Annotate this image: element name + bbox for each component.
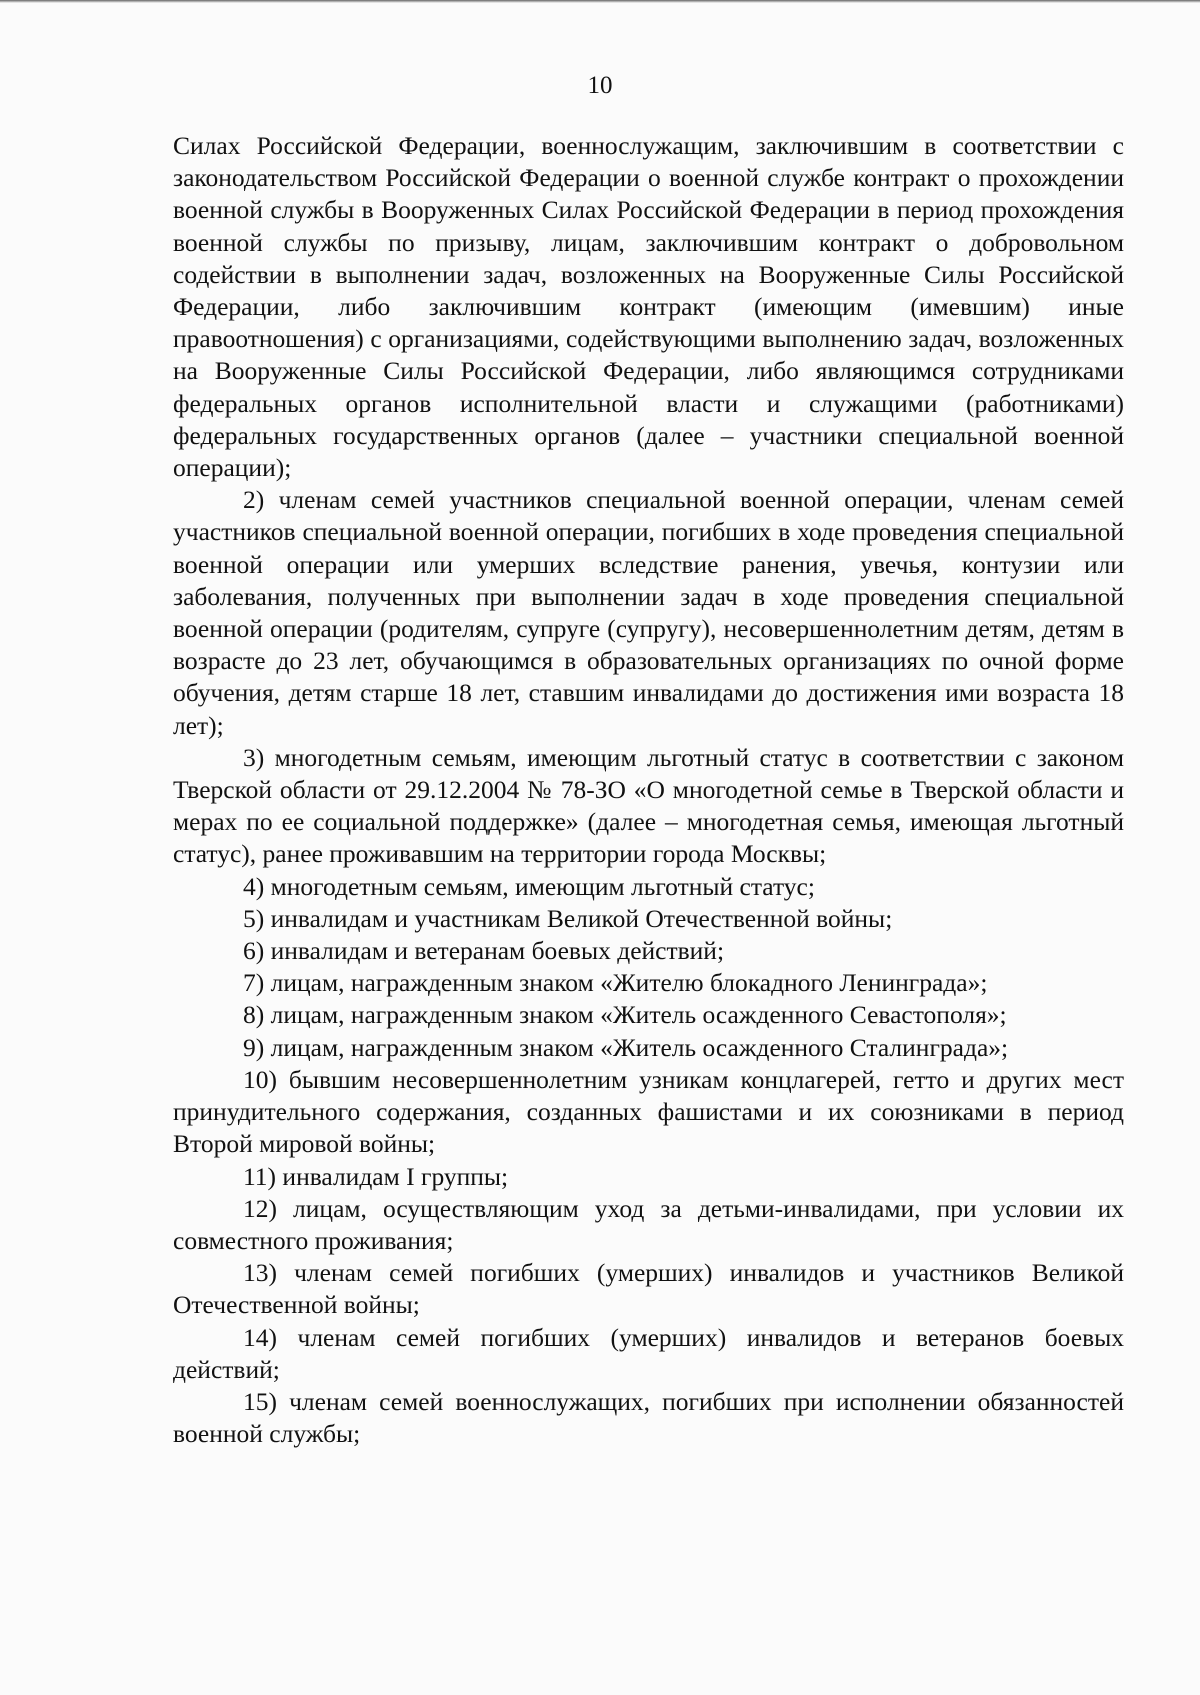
list-item-11: 11) инвалидам I группы; xyxy=(243,1161,509,1191)
list-item-5: 5) инвалидам и участникам Великой Отечественной войны; xyxy=(243,903,893,933)
document-body xyxy=(173,130,1124,1450)
list-item-7: 7) лицам, награжденным знаком «Жителю блокадного Ленинграда»; xyxy=(243,968,988,998)
scan-top-edge xyxy=(0,0,1200,3)
list-item-9: 9) лицам, награжденным знаком «Житель осажденного Сталинграда»; xyxy=(243,1032,1009,1062)
list-item-10: 10) бывшим несовершеннолетним узникам концлагерей, гетто и других мест принудительного содержания, созданных фашистами и их союзниками в период Второй мировой войны; xyxy=(173,1064,1124,1159)
list-item-12: 12) лицам, осуществляющим уход за детьми-инвалидами, при условии их совместного проживания; xyxy=(173,1193,1124,1255)
list-item-15: 15) членам семей военнослужащих, погибших при исполнении обязанностей военной службы; xyxy=(173,1386,1124,1449)
list-item-14: 14) членам семей погибших (умерших) инвалидов и ветеранов боевых действий; xyxy=(173,1322,1124,1384)
paragraph-continuation: Силах Российской Федерации, военнослужащим, заключившим в соответствии с законодательством Российской Федерации о военной службе контракт о прохождении военной службы в Вооруженных Силах Российской Федерации в период прохождения военной службы по призыву, лицам, заключившим контракт о добровольном содействии в выполнении задач, возложенных на Вооруженные Силы Российской Федерации, либо заключившим контракт (имеющим (имевшим) иные правоотношения) с организациями, содействующими выполнению задач, возложенных на Вооруженные Силы Российской Федерации, либо являющимся сотрудниками федеральных органов исполнительной власти и служащими (работниками) федеральных государственных органов (далее – участники специальной военной операции); xyxy=(173,131,1124,483)
list-item-6: 6) инвалидам и ветеранам боевых действий; xyxy=(243,936,725,966)
list-item-2: 2) членам семей участников специальной военной операции, членам семей участников специальной военной операции, погибших в ходе проведения специальной военной операции или умерших вследствие ранения, увечья, контузии или заболевания, полученных при выполнении задач в ходе проведения специальной военной операции (родителям, супруге (супругу), несовершеннолетним детям, детям в возрасте до 23 лет, обучающимся в образовательных организациях по очной форме обучения, детям старше 18 лет, ставшим инвалидами до достижения ими возраста 18 лет); xyxy=(173,485,1124,740)
page-number: 10 xyxy=(587,72,613,99)
list-item-4: 4) многодетным семьям, имеющим льготный статус; xyxy=(243,871,815,901)
list-item-3: 3) многодетным семьям, имеющим льготный статус в соответствии с законом Тверской области от 29.12.2004 № 78-ЗО «О многодетной семье в Тверской области и мерах по ее социальной поддержке» (далее – многодетная семья, имеющая льготный статус), ранее проживавшим на территории города Москвы; xyxy=(173,742,1124,869)
list-item-13: 13) членам семей погибших (умерших) инвалидов и участников Великой Отечественной войны; xyxy=(173,1258,1124,1320)
list-item-8: 8) лицам, награжденным знаком «Житель осажденного Севастополя»; xyxy=(243,1000,1007,1030)
